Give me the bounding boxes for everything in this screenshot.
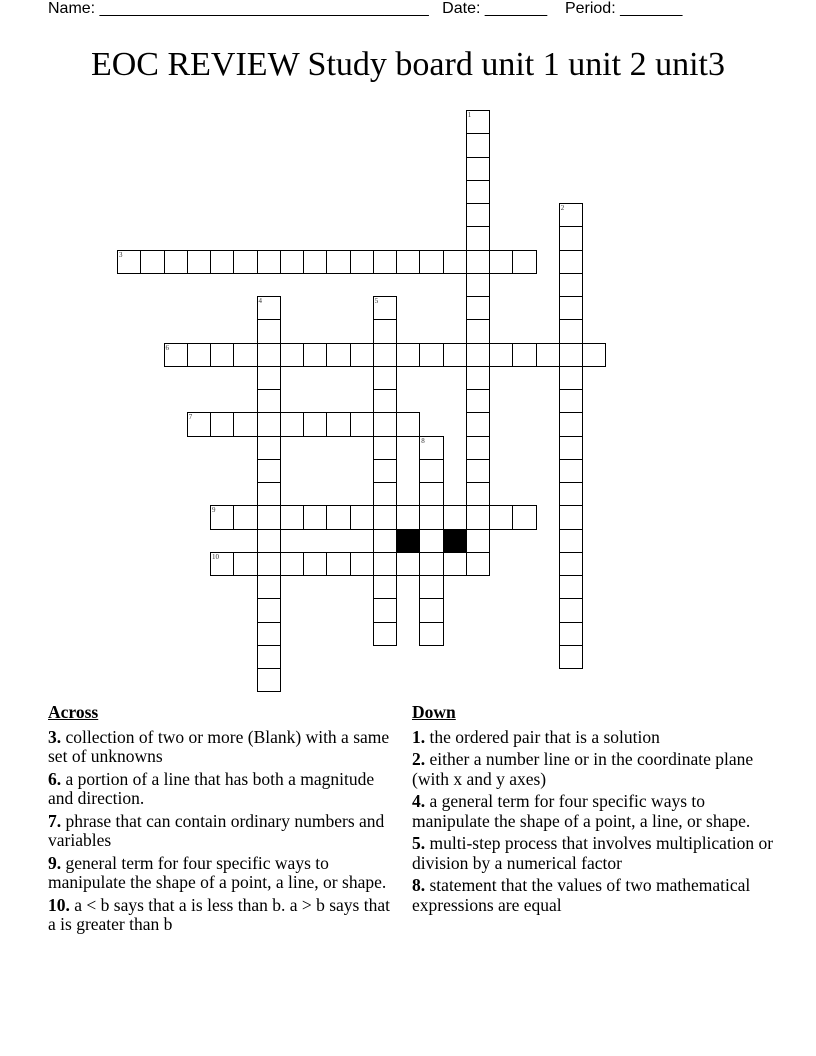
grid-cell[interactable] [466, 273, 490, 297]
grid-cell[interactable] [443, 343, 467, 367]
grid-cell[interactable] [187, 250, 211, 274]
grid-cell[interactable] [559, 529, 583, 553]
grid-cell[interactable] [559, 459, 583, 483]
grid-cell[interactable] [210, 343, 234, 367]
grid-cell[interactable] [303, 412, 327, 436]
grid-cell[interactable] [233, 552, 257, 576]
grid-cell[interactable] [466, 366, 490, 390]
clue-number-label: 5 [374, 297, 379, 305]
clue-text: a general term for four specific ways to manipulate the shape of a point, a line, or shape. [412, 791, 751, 831]
clue-down-4 [412, 792, 782, 831]
clue-number-label: 7 [188, 413, 193, 422]
grid-cell[interactable] [210, 552, 234, 576]
grid-cell[interactable] [326, 343, 350, 367]
grid-cell[interactable] [373, 412, 397, 436]
grid-cell[interactable] [373, 343, 397, 367]
grid-cell[interactable] [466, 296, 490, 320]
grid-cell[interactable] [303, 250, 327, 274]
grid-cell[interactable] [280, 343, 304, 367]
grid-cell[interactable] [466, 157, 490, 181]
clue-text: general term for four specific ways to manipulate the shape of a point, a line, or shape. [48, 852, 387, 892]
grid-cell[interactable] [466, 226, 490, 250]
grid-cell[interactable] [466, 389, 490, 413]
grid-cell[interactable] [396, 250, 420, 274]
grid-cell[interactable] [466, 505, 490, 529]
black-cell [396, 529, 420, 553]
grid-cell[interactable] [257, 296, 281, 320]
grid-cell[interactable] [559, 575, 583, 599]
grid-cell[interactable] [559, 412, 583, 436]
clue-text: multi-step process that involves multiplication or division by a numerical factor [412, 833, 774, 873]
grid-cell[interactable] [257, 366, 281, 390]
grid-cell[interactable] [257, 575, 281, 599]
grid-cell[interactable] [373, 575, 397, 599]
grid-cell[interactable] [559, 622, 583, 646]
clue-text: a < b says that a is less than b. a > b says that a is greater than b [48, 894, 390, 934]
period-label: Period: [564, 0, 616, 17]
grid-cell[interactable] [257, 552, 281, 576]
clue-number: 8. [412, 875, 426, 895]
across-clues [48, 703, 398, 938]
grid-cell[interactable] [233, 343, 257, 367]
grid-cell[interactable] [559, 366, 583, 390]
grid-cell[interactable] [140, 250, 164, 274]
grid-cell[interactable] [303, 505, 327, 529]
grid-cell[interactable] [559, 552, 583, 576]
grid-cell[interactable] [164, 343, 188, 367]
clue-text: a portion of a line that has both a magnitude and direction. [48, 768, 375, 808]
grid-cell[interactable] [443, 505, 467, 529]
grid-cell[interactable] [210, 412, 234, 436]
page-title: EOC REVIEW Study board unit 1 unit 2 unit3 [90, 46, 725, 83]
name-field[interactable]: _____________________________________ [99, 0, 429, 17]
clue-number: 2. [412, 749, 426, 769]
clue-number-label: 6 [165, 343, 169, 352]
grid-cell[interactable] [559, 598, 583, 622]
grid-cell[interactable] [419, 598, 443, 622]
down-clues [412, 703, 782, 918]
grid-cell[interactable] [396, 343, 420, 367]
grid-cell[interactable] [466, 180, 490, 204]
grid-cell[interactable] [419, 343, 443, 367]
grid-cell[interactable] [559, 389, 583, 413]
grid-cell[interactable] [536, 343, 560, 367]
grid-cell[interactable] [419, 436, 443, 460]
clue-text: phrase that can contain ordinary numbers and variables [48, 810, 385, 850]
grid-cell[interactable] [326, 505, 350, 529]
clue-down-5 [412, 834, 782, 873]
grid-cell[interactable] [466, 203, 490, 227]
grid-cell[interactable] [396, 552, 420, 576]
grid-cell[interactable] [466, 343, 490, 367]
grid-cell[interactable] [280, 250, 304, 274]
grid-cell[interactable] [303, 343, 327, 367]
clue-text: the ordered pair that is a solution [429, 726, 660, 747]
grid-cell[interactable] [559, 319, 583, 343]
grid-cell[interactable] [443, 250, 467, 274]
grid-cell[interactable] [466, 412, 490, 436]
grid-cell[interactable] [257, 389, 281, 413]
grid-cell[interactable] [373, 552, 397, 576]
grid-cell[interactable] [512, 250, 536, 274]
grid-cell[interactable] [257, 529, 281, 553]
grid-cell[interactable] [373, 250, 397, 274]
grid-cell[interactable] [373, 529, 397, 553]
grid-cell[interactable] [373, 598, 397, 622]
clue-number: 1. [412, 726, 426, 747]
grid-cell[interactable] [419, 459, 443, 483]
grid-cell[interactable] [210, 505, 234, 529]
clue-number-label: 8 [421, 436, 425, 445]
grid-cell[interactable] [559, 505, 583, 529]
grid-cell[interactable] [559, 296, 583, 320]
grid-cell[interactable] [326, 552, 350, 576]
grid-cell[interactable] [373, 296, 397, 320]
grid-cell[interactable] [559, 273, 583, 297]
grid-cell[interactable] [257, 482, 281, 506]
grid-cell[interactable] [280, 412, 304, 436]
grid-cell[interactable] [559, 645, 583, 669]
down-heading: Down [412, 702, 456, 722]
across-heading: Across [48, 702, 99, 722]
grid-cell[interactable] [326, 250, 350, 274]
grid-cell[interactable] [257, 412, 281, 436]
grid-cell[interactable] [466, 482, 490, 506]
clue-across-7 [48, 812, 398, 851]
clue-number: 6. [48, 768, 62, 789]
clue-number: 7. [48, 810, 62, 831]
grid-cell[interactable] [233, 412, 257, 436]
grid-cell[interactable] [373, 482, 397, 506]
grid-cell[interactable] [559, 226, 583, 250]
clue-down-8 [412, 876, 782, 915]
grid-cell[interactable] [350, 412, 374, 436]
grid-cell[interactable] [466, 529, 490, 553]
grid-cell[interactable] [164, 250, 188, 274]
black-cell [443, 529, 467, 553]
grid-cell[interactable] [489, 250, 513, 274]
grid-cell[interactable] [373, 622, 397, 646]
clue-number-label: 10 [212, 552, 219, 561]
grid-cell[interactable] [396, 505, 420, 529]
grid-cell[interactable] [559, 436, 583, 460]
grid-cell[interactable] [280, 505, 304, 529]
clue-across-3 [48, 728, 398, 767]
grid-cell[interactable] [280, 552, 304, 576]
grid-cell[interactable] [373, 319, 397, 343]
clue-number-label: 2 [560, 204, 565, 212]
clue-down-1 [412, 728, 782, 748]
grid-cell[interactable] [303, 552, 327, 576]
clue-number-label: 3 [119, 250, 123, 259]
grid-cell[interactable] [373, 505, 397, 529]
grid-cell[interactable] [419, 482, 443, 506]
grid-cell[interactable] [466, 436, 490, 460]
clue-number: 5. [412, 833, 426, 853]
clue-across-6 [48, 770, 398, 809]
grid-cell[interactable] [350, 505, 374, 529]
grid-cell[interactable] [466, 250, 490, 274]
grid-cell[interactable] [419, 552, 443, 576]
grid-cell[interactable] [257, 436, 281, 460]
clue-number-label: 9 [212, 506, 216, 515]
clue-text: statement that the values of two mathematical expressions are equal [412, 875, 751, 915]
grid-cell[interactable] [210, 250, 234, 274]
clue-down-2 [412, 750, 782, 789]
grid-cell[interactable] [257, 343, 281, 367]
grid-cell[interactable] [187, 343, 211, 367]
grid-cell[interactable] [419, 505, 443, 529]
clue-number-label: 4 [258, 297, 262, 305]
grid-cell[interactable] [466, 459, 490, 483]
grid-cell[interactable] [419, 575, 443, 599]
grid-cell[interactable] [257, 505, 281, 529]
grid-cell[interactable] [373, 436, 397, 460]
clue-text: either a number line or in the coordinate plane (with x and y axes) [412, 749, 754, 789]
grid-cell[interactable] [257, 250, 281, 274]
grid-cell[interactable] [419, 250, 443, 274]
grid-cell[interactable] [257, 459, 281, 483]
grid-cell[interactable] [466, 110, 490, 134]
date-label: Date: [442, 0, 481, 17]
grid-cell[interactable] [396, 412, 420, 436]
grid-cell[interactable] [326, 412, 350, 436]
grid-cell[interactable] [466, 133, 490, 157]
grid-cell[interactable] [489, 505, 513, 529]
clue-across-9 [48, 854, 398, 893]
clue-text: collection of two or more (Blank) with a same set of unknowns [48, 726, 390, 766]
clue-number: 9. [48, 852, 62, 873]
grid-cell[interactable] [257, 319, 281, 343]
grid-cell[interactable] [233, 250, 257, 274]
grid-cell[interactable] [373, 459, 397, 483]
grid-cell[interactable] [117, 250, 141, 274]
grid-cell[interactable] [350, 250, 374, 274]
grid-cell[interactable] [443, 552, 467, 576]
grid-cell[interactable] [466, 552, 490, 576]
grid-cell[interactable] [373, 389, 397, 413]
grid-cell[interactable] [559, 250, 583, 274]
grid-cell[interactable] [559, 343, 583, 367]
date-field[interactable]: _______ [484, 0, 548, 17]
clue-across-10 [48, 896, 398, 935]
grid-cell[interactable] [466, 319, 490, 343]
name-label: Name: [48, 0, 96, 17]
grid-cell[interactable] [257, 598, 281, 622]
grid-cell[interactable] [187, 412, 211, 436]
grid-cell[interactable] [582, 343, 606, 367]
grid-cell[interactable] [419, 529, 443, 553]
clue-number-label: 1 [467, 111, 472, 119]
grid-cell[interactable] [257, 622, 281, 646]
grid-cell[interactable] [233, 505, 257, 529]
grid-cell[interactable] [419, 622, 443, 646]
grid-cell[interactable] [559, 203, 583, 227]
clue-number: 4. [412, 791, 426, 811]
grid-cell[interactable] [512, 505, 536, 529]
grid-cell[interactable] [489, 343, 513, 367]
grid-cell[interactable] [257, 668, 281, 692]
grid-cell[interactable] [350, 552, 374, 576]
grid-cell[interactable] [512, 343, 536, 367]
period-field[interactable]: _______ [620, 0, 683, 17]
grid-cell[interactable] [350, 343, 374, 367]
clue-number: 10. [48, 894, 70, 915]
grid-cell[interactable] [257, 645, 281, 669]
clue-number: 3. [48, 726, 62, 747]
grid-cell[interactable] [373, 366, 397, 390]
grid-cell[interactable] [559, 482, 583, 506]
